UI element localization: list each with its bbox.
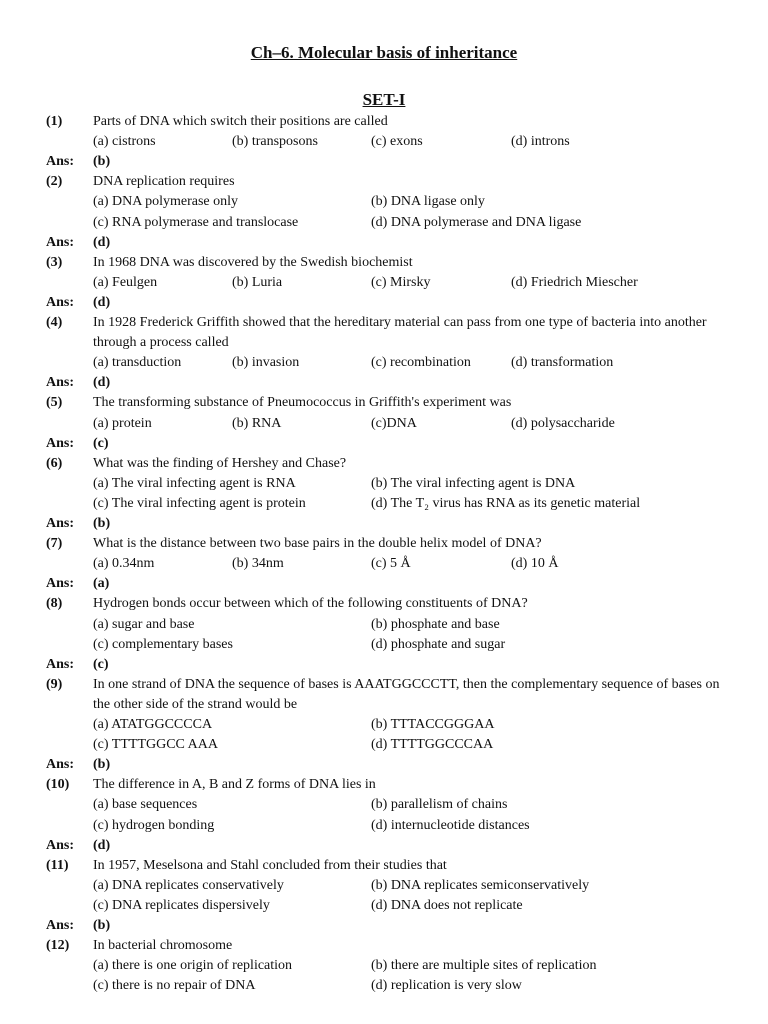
option: (b) there are multiple sites of replication <box>371 958 597 974</box>
option-row <box>0 353 768 373</box>
option: (a) sugar and base <box>93 616 195 632</box>
option: (c) RNA polymerase and translocase <box>93 214 299 230</box>
option-row <box>0 635 768 655</box>
option: (b) TTTACCGGGAA <box>371 717 495 732</box>
question-stem <box>0 675 768 715</box>
question-number: (5) <box>46 395 63 411</box>
option: (c) complementary bases <box>93 636 233 652</box>
question-stem <box>0 936 768 956</box>
option-row <box>0 715 768 735</box>
answer-label: Ans: <box>46 294 75 310</box>
question-text: In bacterial chromosome <box>93 938 233 954</box>
question-text: In 1968 DNA was discovered by the Swedish biochemist <box>93 254 413 270</box>
option: (b) Luria <box>232 274 283 290</box>
option-row <box>0 132 768 152</box>
answer-value: (b) <box>93 757 111 773</box>
option: (c) exons <box>371 134 423 150</box>
answer-value: (c) <box>93 656 109 672</box>
question-stem <box>0 856 768 876</box>
option-row <box>0 876 768 896</box>
option-row <box>0 554 768 574</box>
option: (d) The T₂ virus has RNA as its genetic material <box>371 495 641 511</box>
answer-row <box>0 434 768 454</box>
question-stem <box>0 253 768 273</box>
option-row <box>0 494 768 514</box>
answer-row <box>0 836 768 856</box>
answer-row <box>0 373 768 393</box>
question-stem <box>0 454 768 474</box>
question-text: In 1928 Frederick Griffith showed that the hereditary material can pass from one type of bacteria into another through a process called <box>93 315 707 350</box>
option: (a) 0.34nm <box>93 556 155 572</box>
answer-label: Ans: <box>46 918 75 933</box>
question-text: Parts of DNA which switch their positions are called <box>93 114 388 129</box>
answer-row <box>0 233 768 253</box>
question-stem <box>0 594 768 614</box>
question-number: (7) <box>46 536 63 552</box>
option: (d) polysaccharide <box>511 415 615 431</box>
option: (a) cistrons <box>93 134 156 150</box>
option-row <box>0 273 768 293</box>
answer-label: Ans: <box>46 576 75 592</box>
answer-label: Ans: <box>46 837 75 853</box>
option: (d) DNA does not replicate <box>371 897 523 913</box>
option: (b) parallelism of chains <box>371 797 508 813</box>
option: (b) phosphate and base <box>371 616 500 632</box>
question-number: (3) <box>46 254 63 270</box>
answer-label: Ans: <box>46 375 75 391</box>
option: (a) ATATGGCCCCA <box>93 717 213 732</box>
option: (b) The viral infecting agent is DNA <box>371 475 576 491</box>
option: (a) DNA polymerase only <box>93 194 239 210</box>
question-stem <box>0 172 768 192</box>
answer-row <box>0 152 768 172</box>
answer-row <box>0 514 768 534</box>
option: (d) DNA polymerase and DNA ligase <box>371 214 582 230</box>
answer-value: (c) <box>93 435 109 451</box>
option-row <box>0 474 768 494</box>
option: (d) internucleotide distances <box>371 817 530 833</box>
option: (a) base sequences <box>93 797 198 813</box>
page-title: Ch–6. Molecular basis of inheritance <box>250 43 518 62</box>
answer-value: (d) <box>93 375 111 391</box>
option: (b) DNA ligase only <box>371 194 485 210</box>
option: (c) hydrogen bonding <box>93 817 215 833</box>
answer-value: (d) <box>93 294 111 310</box>
answer-label: Ans: <box>46 656 75 672</box>
answer-row <box>0 755 768 775</box>
option: (c) The viral infecting agent is protein <box>93 495 306 511</box>
question-stem <box>0 393 768 413</box>
question-text: In 1957, Meselsona and Stahl concluded from their studies that <box>93 857 447 873</box>
option: (d) phosphate and sugar <box>371 636 506 652</box>
answer-value: (b) <box>93 154 111 170</box>
question-stem <box>0 775 768 795</box>
option-row <box>0 976 768 996</box>
question-text: Hydrogen bonds occur between which of the following constituents of DNA? <box>93 596 528 612</box>
question-number: (11) <box>46 857 69 873</box>
question-text: In one strand of DNA the sequence of bases is AAATGGCCCTT, then the complementary sequence of bases on the other side of the strand would be <box>93 676 720 712</box>
option: (d) transformation <box>511 355 614 371</box>
answer-value: (d) <box>93 234 111 250</box>
option: (d) Friedrich Miescher <box>511 274 638 290</box>
option: (c) Mirsky <box>371 274 431 290</box>
option: (d) introns <box>511 134 570 150</box>
question-number: (9) <box>46 676 63 692</box>
question-number: (4) <box>46 315 63 330</box>
answer-value: (a) <box>93 576 110 592</box>
option: (b) 34nm <box>232 556 284 572</box>
option-row <box>0 414 768 434</box>
question-text: DNA replication requires <box>93 174 235 190</box>
option: (c) recombination <box>371 355 471 371</box>
question-stem <box>0 313 768 353</box>
option-row <box>0 735 768 755</box>
answer-value: (b) <box>93 516 111 531</box>
option: (b) DNA replicates semiconservatively <box>371 877 590 893</box>
option: (a) transduction <box>93 355 182 371</box>
option-row <box>0 816 768 836</box>
option: (a) there is one origin of replication <box>93 958 293 974</box>
answer-row <box>0 574 768 594</box>
option: (d) replication is very slow <box>371 978 522 994</box>
question-number: (6) <box>46 455 63 471</box>
option: (c) TTTTGGCC AAA <box>93 737 218 753</box>
question-text: What is the distance between two base pairs in the double helix model of DNA? <box>93 536 542 552</box>
option: (b) transposons <box>232 134 318 150</box>
option: (a) protein <box>93 415 152 431</box>
set-heading: SET-I <box>362 90 406 109</box>
answer-label: Ans: <box>46 154 75 170</box>
answer-label: Ans: <box>46 516 75 531</box>
option: (c) 5 Å <box>371 556 411 572</box>
option-row <box>0 795 768 815</box>
option: (a) DNA replicates conservatively <box>93 877 284 893</box>
option-row <box>0 213 768 233</box>
question-text: The difference in A, B and Z forms of DNA lies in <box>93 777 376 793</box>
question-text: What was the finding of Hershey and Chase? <box>93 455 347 471</box>
question-stem <box>0 534 768 554</box>
option: (c) there is no repair of DNA <box>93 978 256 994</box>
answer-row <box>0 655 768 675</box>
option-row <box>0 956 768 976</box>
option: (b) RNA <box>232 415 282 431</box>
option: (d) TTTTGGCCCAA <box>371 737 494 753</box>
option: (c)DNA <box>371 415 417 431</box>
option: (a) The viral infecting agent is RNA <box>93 475 296 491</box>
answer-label: Ans: <box>46 435 75 451</box>
answer-label: Ans: <box>46 757 75 773</box>
question-stem <box>0 112 768 132</box>
question-number: (12) <box>46 938 70 954</box>
option-row <box>0 615 768 635</box>
answer-value: (b) <box>93 918 111 933</box>
question-number: (8) <box>46 596 63 612</box>
option: (b) invasion <box>232 355 300 371</box>
question-number: (10) <box>46 777 70 793</box>
question-number: (2) <box>46 174 63 190</box>
option-row <box>0 192 768 212</box>
option: (d) 10 Å <box>511 556 559 572</box>
option-row <box>0 896 768 916</box>
answer-row <box>0 293 768 313</box>
answer-label: Ans: <box>46 234 75 250</box>
answer-value: (d) <box>93 837 111 853</box>
option: (a) Feulgen <box>93 274 158 290</box>
question-text: The transforming substance of Pneumococcus in Griffith's experiment was <box>93 395 512 411</box>
question-number: (1) <box>46 114 63 129</box>
answer-row <box>0 916 768 936</box>
option: (c) DNA replicates dispersively <box>93 897 270 913</box>
